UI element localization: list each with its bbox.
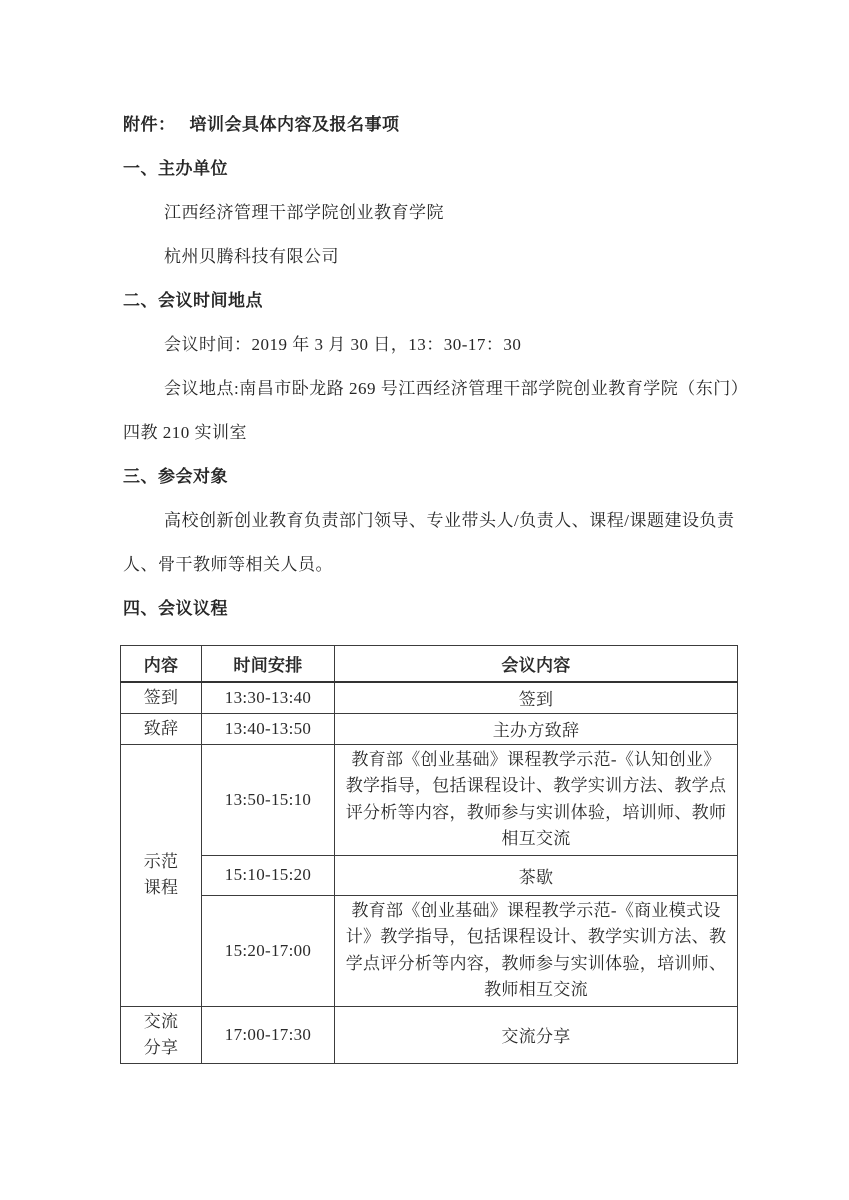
category-cell-share	[121, 1006, 202, 1063]
time-cell: 13:40-13:50	[202, 713, 335, 744]
section-heading-agenda: 四、会议议程	[123, 599, 228, 618]
category-text: 交流	[143, 1011, 179, 1031]
agenda-table	[120, 645, 738, 1064]
content-cell: 交流分享	[335, 1006, 738, 1063]
category-text: 分享	[143, 1037, 179, 1057]
content-cell: 签到	[335, 682, 738, 714]
attachment-title-line	[123, 103, 743, 147]
organizer-line: 江西经济管理干部学院创业教育学院	[164, 203, 444, 222]
content-cell: 教育部《创业基础》课程教学示范-《认知创业》教学指导，包括课程设计、教学实训方法、教学点评分析等内容，教师参与实训体验，培训师、教师相互交流	[335, 744, 738, 855]
table-row	[121, 744, 738, 855]
category-cell	[121, 713, 202, 744]
category-cell	[121, 682, 202, 714]
time-cell: 17:00-17:30	[202, 1006, 335, 1063]
category-text: 课程	[143, 878, 179, 897]
header-cell-time: 时间安排	[202, 646, 335, 682]
organizer-line: 杭州贝腾科技有限公司	[164, 247, 339, 266]
table-row	[121, 682, 738, 714]
content-cell: 茶歇	[335, 855, 738, 895]
section-heading-organizers: 一、主办单位	[123, 159, 228, 178]
meeting-place-line: 会议地点:南昌市卧龙路 269 号江西经济管理干部学院创业教育学院（东门）	[164, 379, 749, 398]
section-heading-participants: 三、参会对象	[123, 467, 228, 486]
header-cell-content: 会议内容	[335, 646, 738, 682]
table-row	[121, 1006, 738, 1063]
time-cell: 13:30-13:40	[202, 682, 335, 714]
category-text: 致辞	[143, 718, 179, 738]
table-row	[121, 895, 738, 1006]
attachment-label: 附件：	[123, 115, 176, 134]
header-cell-category: 内容	[121, 646, 202, 682]
category-text: 签到	[143, 687, 179, 707]
page-title: 培训会具体内容及报名事项	[189, 115, 400, 134]
time-cell: 13:50-15:10	[202, 744, 335, 855]
table-row	[121, 855, 738, 895]
document-page	[123, 103, 749, 1064]
participants-line: 高校创新创业教育负责部门领导、专业带头人/负责人、课程/课题建设负责	[164, 511, 735, 530]
meeting-time-line: 会议时间：2019 年 3 月 30 日，13：30-17：30	[164, 335, 522, 354]
table-row	[121, 713, 738, 744]
time-cell: 15:10-15:20	[202, 855, 335, 895]
participants-line-continued: 人、骨干教师等相关人员。	[123, 555, 333, 574]
content-cell: 教育部《创业基础》课程教学示范-《商业模式设计》教学指导，包括课程设计、教学实训方法、教学点评分析等内容，教师参与实训体验，培训师、教师相互交流	[335, 895, 738, 1006]
category-text: 示范	[143, 852, 179, 871]
section-heading-time-place: 二、会议时间地点	[123, 291, 263, 310]
content-cell: 主办方致辞	[335, 713, 738, 744]
time-cell: 15:20-17:00	[202, 895, 335, 1006]
category-cell-demo-course	[121, 744, 202, 1006]
meeting-place-line-continued: 四教 210 实训室	[123, 423, 247, 442]
table-header-row	[121, 646, 738, 682]
